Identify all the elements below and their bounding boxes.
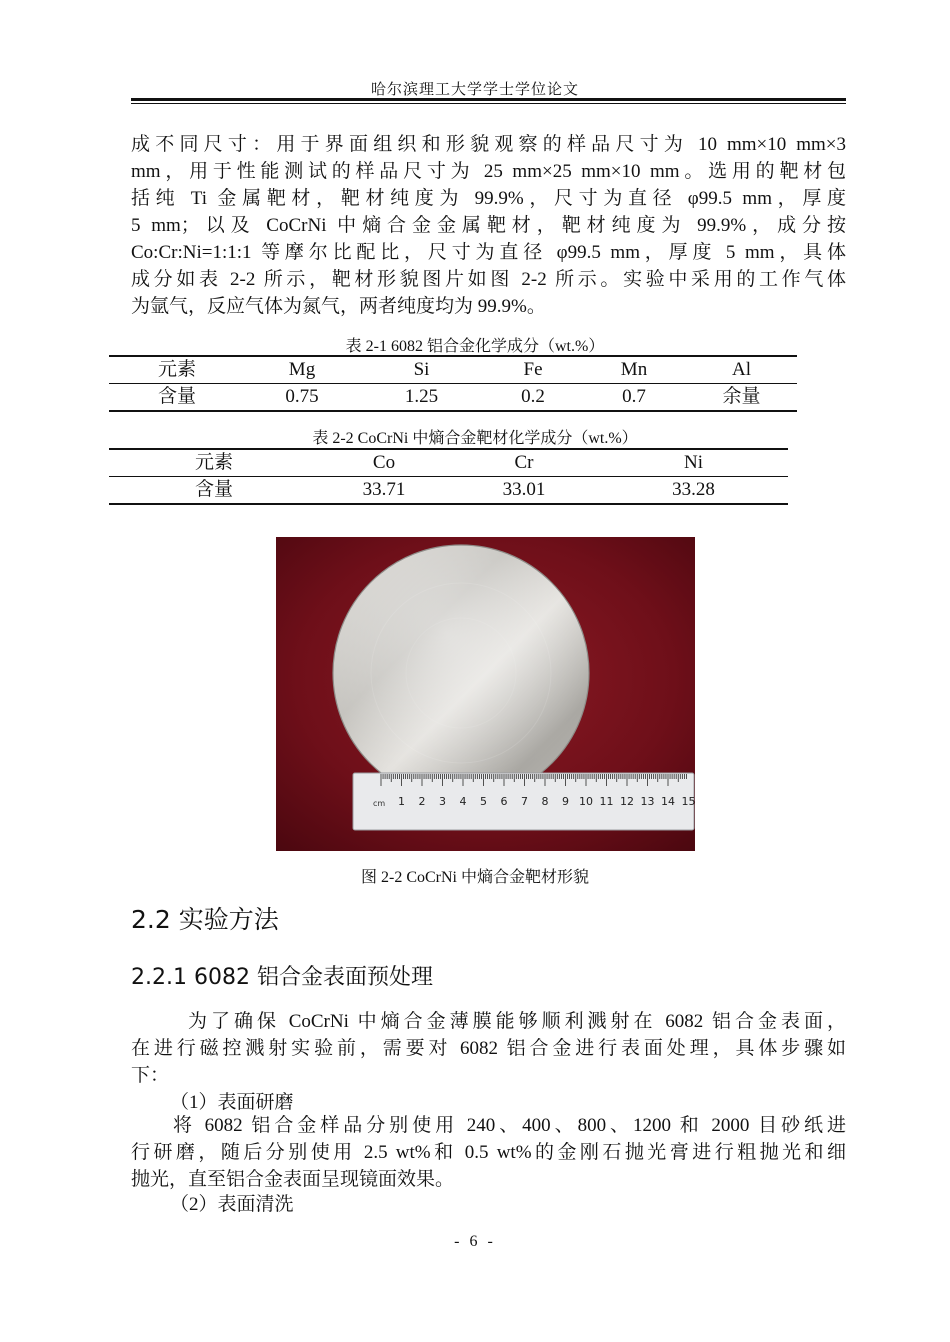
page-number: - 6 - xyxy=(454,1233,496,1250)
ruler-number: 9 xyxy=(562,795,569,808)
ruler-number: 14 xyxy=(661,795,675,808)
ruler-number: 12 xyxy=(620,795,634,808)
table-cell: 元素 xyxy=(109,356,245,384)
table1-caption: 表 2-1 6082 铝合金化学成分（wt.%） xyxy=(345,338,605,355)
table-cell: Co xyxy=(319,449,449,477)
step1-paragraph xyxy=(131,1112,846,1193)
paragraph-line: 下： xyxy=(131,1065,170,1086)
ruler-number: 1 xyxy=(398,795,405,808)
paragraph-line: 在进行磁控溅射实验前，需要对 6082 铝合金进行表面处理，具体步骤如 xyxy=(131,1038,846,1059)
ruler-number: 4 xyxy=(459,795,467,808)
method-paragraph xyxy=(131,1008,846,1089)
table-cell: 0.7 xyxy=(582,384,686,412)
table-cell: 元素 xyxy=(109,449,319,477)
paragraph-line: 5 mm；以及 CoCrNi 中熵合金金属靶材，靶材纯度为 99.9%，成分按 xyxy=(131,215,846,236)
step1-title: （1）表面研磨 xyxy=(170,1092,294,1113)
paragraph-line: mm，用于性能测试的样品尺寸为 25 mm×25 mm×10 mm。选用的靶材包 xyxy=(131,161,846,182)
ruler-number: 3 xyxy=(439,795,446,808)
ruler-number: 10 xyxy=(579,795,593,808)
figure-caption: 图 2-2 CoCrNi 中熵合金靶材形貌 xyxy=(360,869,589,886)
table-cell: Cr xyxy=(449,449,599,477)
subsection-heading: 2.2.1 6082 铝合金表面预处理 xyxy=(131,965,433,990)
header-rule-thin xyxy=(131,103,846,104)
table-row xyxy=(109,449,788,477)
paragraph-line: 成不同尺寸：用于界面组织和形貌观察的样品尺寸为 10 mm×10 mm×3 xyxy=(131,134,846,155)
paragraph-line: 括纯 Ti 金属靶材，靶材纯度为 99.9%，尺寸为直径 φ99.5 mm，厚度 xyxy=(131,188,846,209)
paragraph-line: 抛光，直至铝合金表面呈现镜面效果。 xyxy=(131,1169,455,1190)
ruler-number: 11 xyxy=(599,795,614,808)
table-cell: 33.01 xyxy=(449,477,599,505)
ruler-number: 2 xyxy=(418,795,426,808)
table2 xyxy=(109,448,788,505)
table-cell: Mg xyxy=(245,356,359,384)
table2-caption: 表 2-2 CoCrNi 中熵合金靶材化学成分（wt.%） xyxy=(312,430,638,447)
ruler-number: 7 xyxy=(521,795,528,808)
paragraph-line: 为了确保 CoCrNi 中熵合金薄膜能够顺利溅射在 6082 铝合金表面， xyxy=(188,1011,846,1032)
paragraph-line: Co:Cr:Ni=1:1:1 等摩尔比配比，尺寸为直径 φ99.5 mm，厚度 5 mm，具体 xyxy=(131,242,846,263)
table-cell: 0.2 xyxy=(484,384,582,412)
section-heading: 2.2 实验方法 xyxy=(131,905,279,934)
table-row xyxy=(109,356,797,384)
ruler-unit: cm xyxy=(373,799,386,808)
table-cell: Mn xyxy=(582,356,686,384)
paragraph-line: 为氩气，反应气体为氮气，两者纯度均为 99.9%。 xyxy=(131,296,546,317)
table-cell: 1.25 xyxy=(359,384,484,412)
target-photo xyxy=(276,537,695,851)
table-cell: Al xyxy=(686,356,797,384)
step2-title: （2）表面清洗 xyxy=(170,1194,294,1215)
ruler-number: 15 xyxy=(681,795,695,808)
table-cell: 0.75 xyxy=(245,384,359,412)
header-rule-thick xyxy=(131,98,846,101)
table-cell: Ni xyxy=(599,449,788,477)
paragraph-line: 行研磨，随后分别使用 2.5 wt%和 0.5 wt%的金刚石抛光膏进行粗抛光和细 xyxy=(131,1142,846,1163)
ruler xyxy=(353,773,695,830)
table-cell: Si xyxy=(359,356,484,384)
ruler-number: 8 xyxy=(541,795,549,808)
table-cell: 含量 xyxy=(109,477,319,505)
table-cell: Fe xyxy=(484,356,582,384)
ruler-number: 5 xyxy=(480,795,487,808)
table1 xyxy=(109,355,797,412)
intro-paragraph xyxy=(131,131,846,320)
table-cell: 余量 xyxy=(686,384,797,412)
running-header: 哈尔滨理工大学学士学位论文 xyxy=(370,82,579,98)
ruler-number: 6 xyxy=(500,795,508,808)
paragraph-line: 成分如表 2-2 所示，靶材形貌图片如图 2-2 所示。实验中采用的工作气体 xyxy=(131,269,846,290)
paragraph-line: 将 6082 铝合金样品分别使用 240、400、800、1200 和 2000 目砂纸进 xyxy=(173,1115,846,1136)
table-cell: 33.28 xyxy=(599,477,788,505)
table-row xyxy=(109,384,797,412)
ruler-number: 13 xyxy=(640,795,655,808)
table-row xyxy=(109,477,788,505)
table-cell: 33.71 xyxy=(319,477,449,505)
table-cell: 含量 xyxy=(109,384,245,412)
